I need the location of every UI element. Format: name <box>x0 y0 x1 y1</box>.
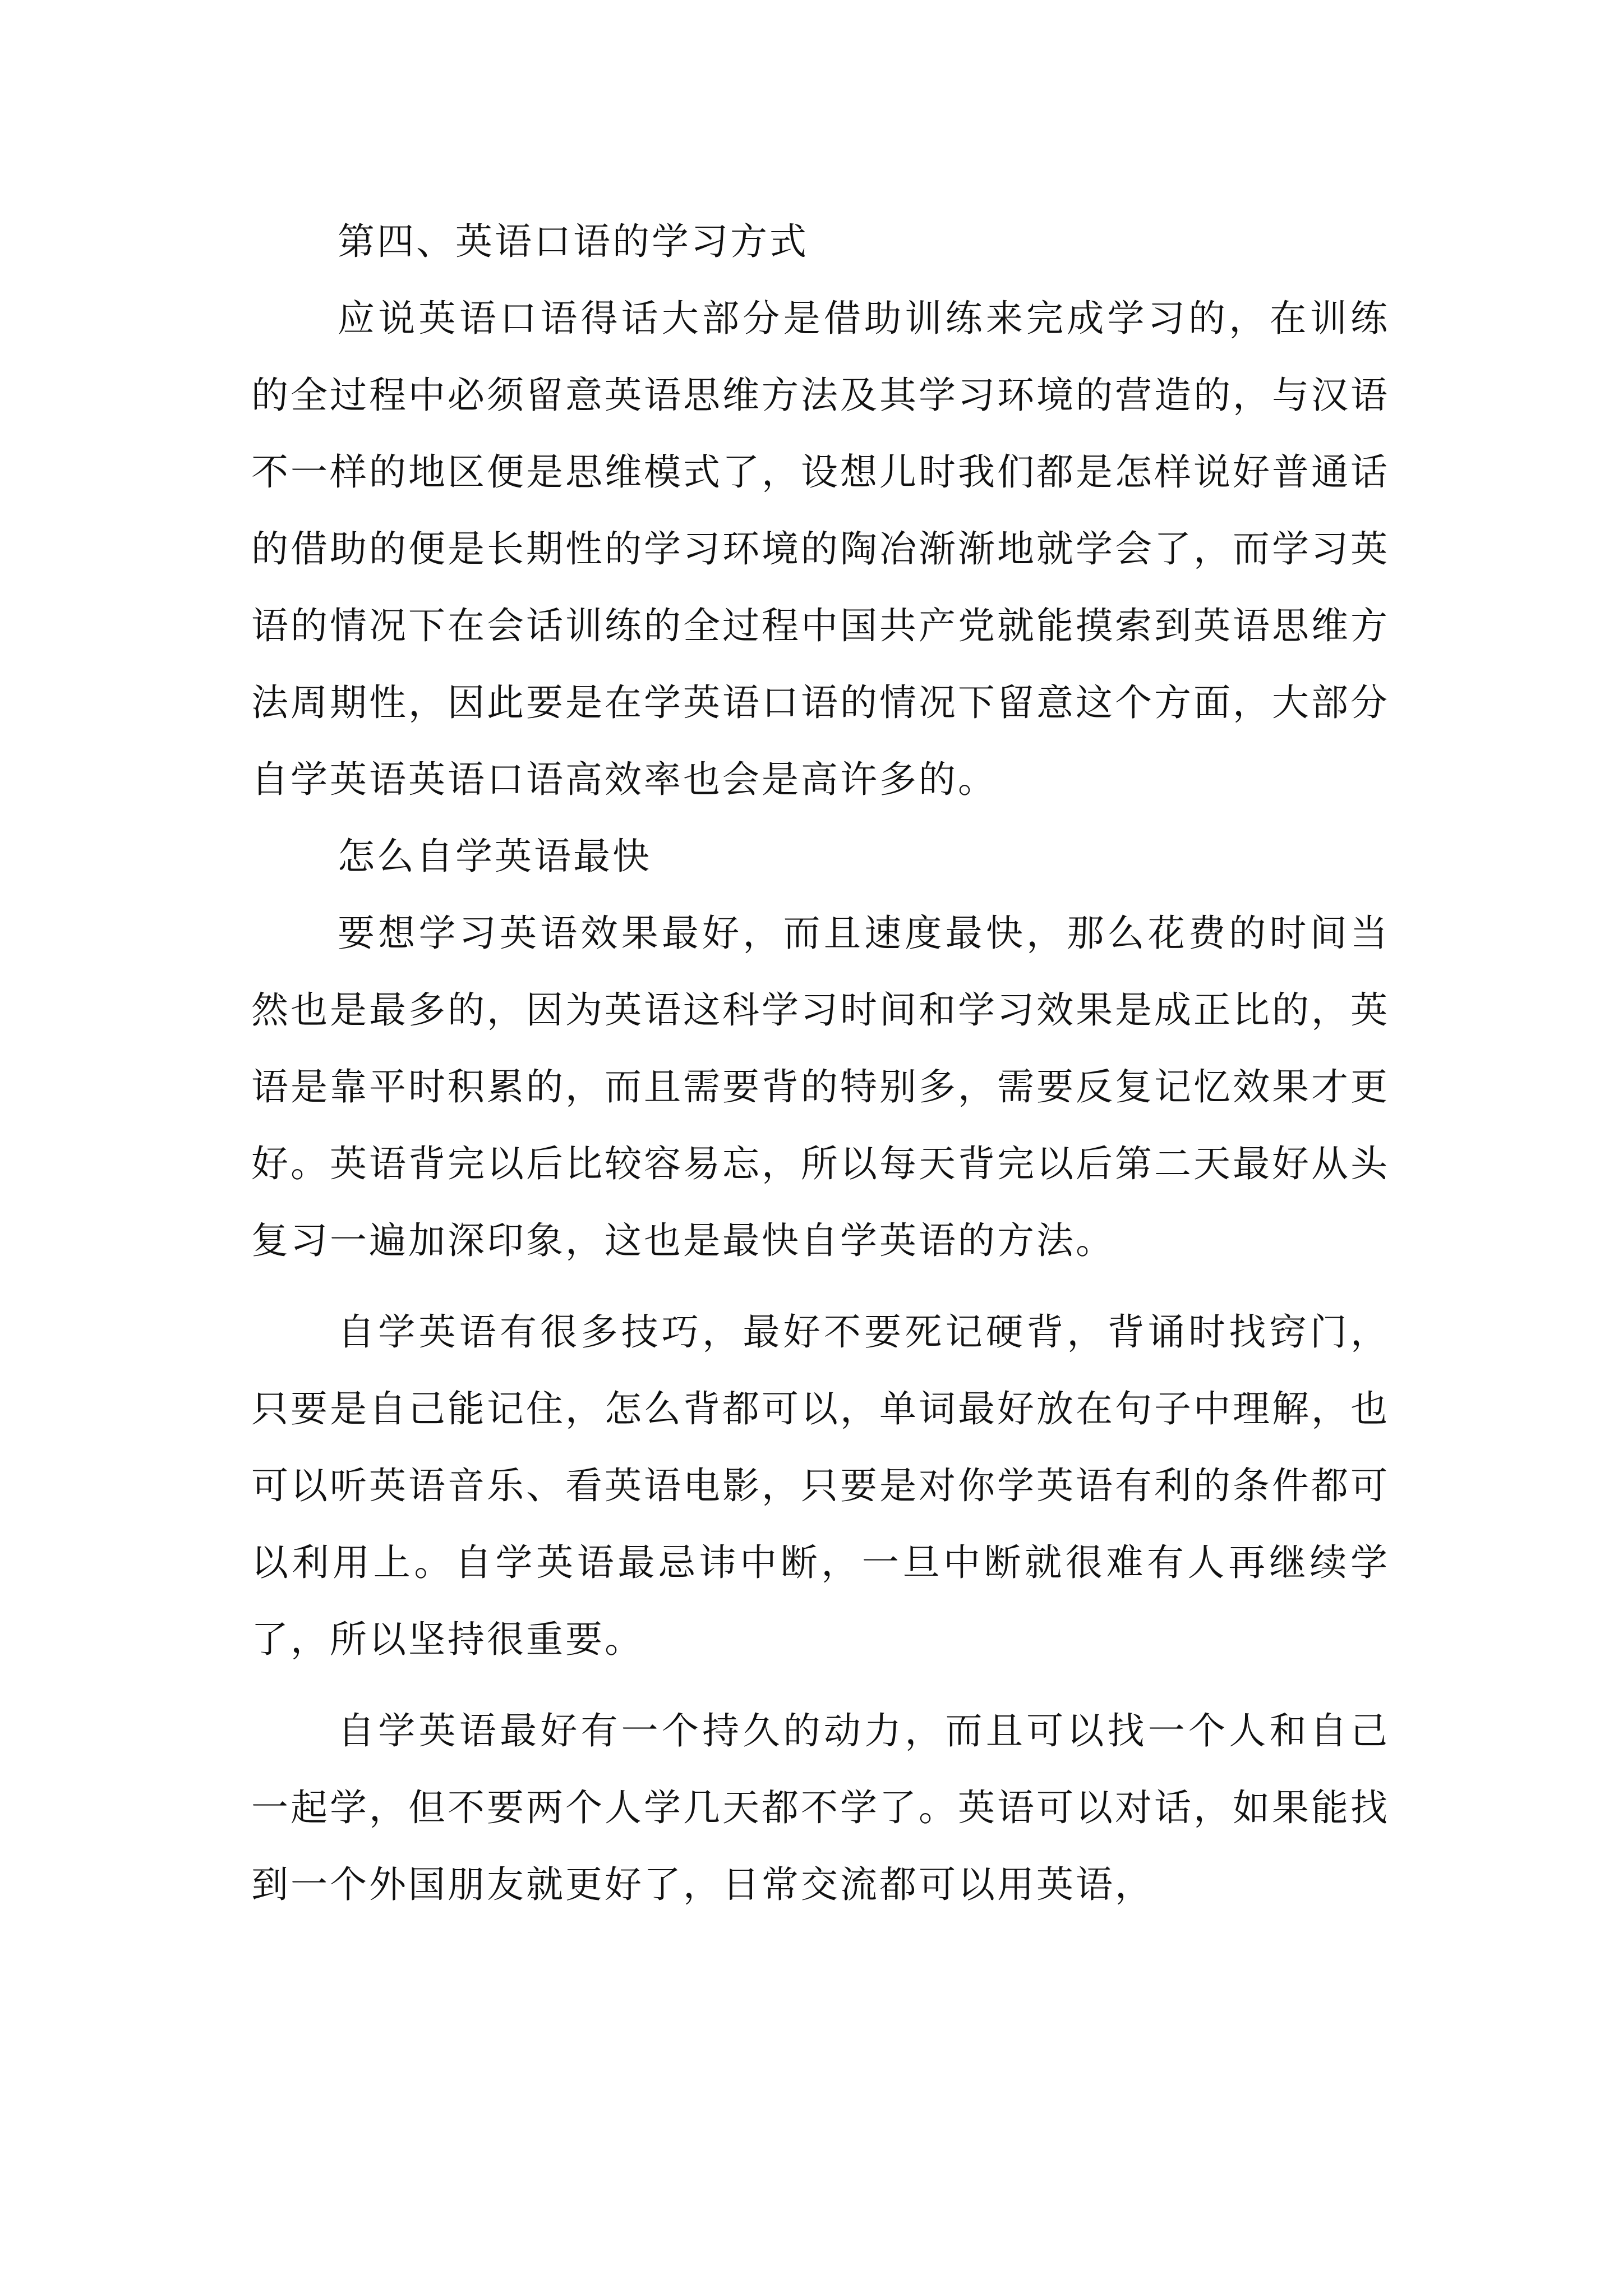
paragraph-gap <box>251 1678 1390 1692</box>
paragraph: 要想学习英语效果最好，而且速度最快，那么花费的时间当然也是最多的，因为英语这科学习时间和学习效果是成正比的，英语是靠平时积累的，而且需要背的特别多，需要反复记忆效果才更好。英语背完以后比较容易忘，所以每天背完以后第二天最好从头复习一遍加深印象，这也是最快自学英语的方法。 <box>251 912 1390 1262</box>
section-heading: 第四、英语口语的学习方式 <box>338 220 809 263</box>
paragraph: 应说英语口语得话大部分是借助训练来完成学习的，在训练的全过程中必须留意英语思维方法及其学习环境的营造的，与汉语不一样的地区便是思维模式了，设想儿时我们都是怎样说好普通话的借助的便是长期性的学习环境的陶冶渐渐地就学会了，而学习英语的情况下在会话训练的全过程中国共产党就能摸索到英语思维方法周期性，因此要是在学英语口语的情况下留意这个方面，大部分自学英语英语口语高效率也会是高许多的。 <box>251 297 1390 801</box>
subheading: 怎么自学英语最快 <box>338 835 652 878</box>
paragraph: 自学英语最好有一个持久的动力，而且可以找一个人和自己一起学，但不要两个人学几天都不学了。英语可以对话，如果能找到一个外国朋友就更好了，日常交流都可以用英语， <box>251 1709 1390 1906</box>
paragraph-gap <box>251 1279 1390 1294</box>
document-body <box>251 203 1390 1923</box>
paragraph: 自学英语有很多技巧，最好不要死记硬背，背诵时找窍门，只要是自己能记住，怎么背都可以，单词最好放在句子中理解，也可以听英语音乐、看英语电影，只要是对你学英语有利的条件都可以利用上。自学英语最忌讳中断，一旦中断就很难有人再继续学了，所以坚持很重要。 <box>251 1310 1390 1661</box>
